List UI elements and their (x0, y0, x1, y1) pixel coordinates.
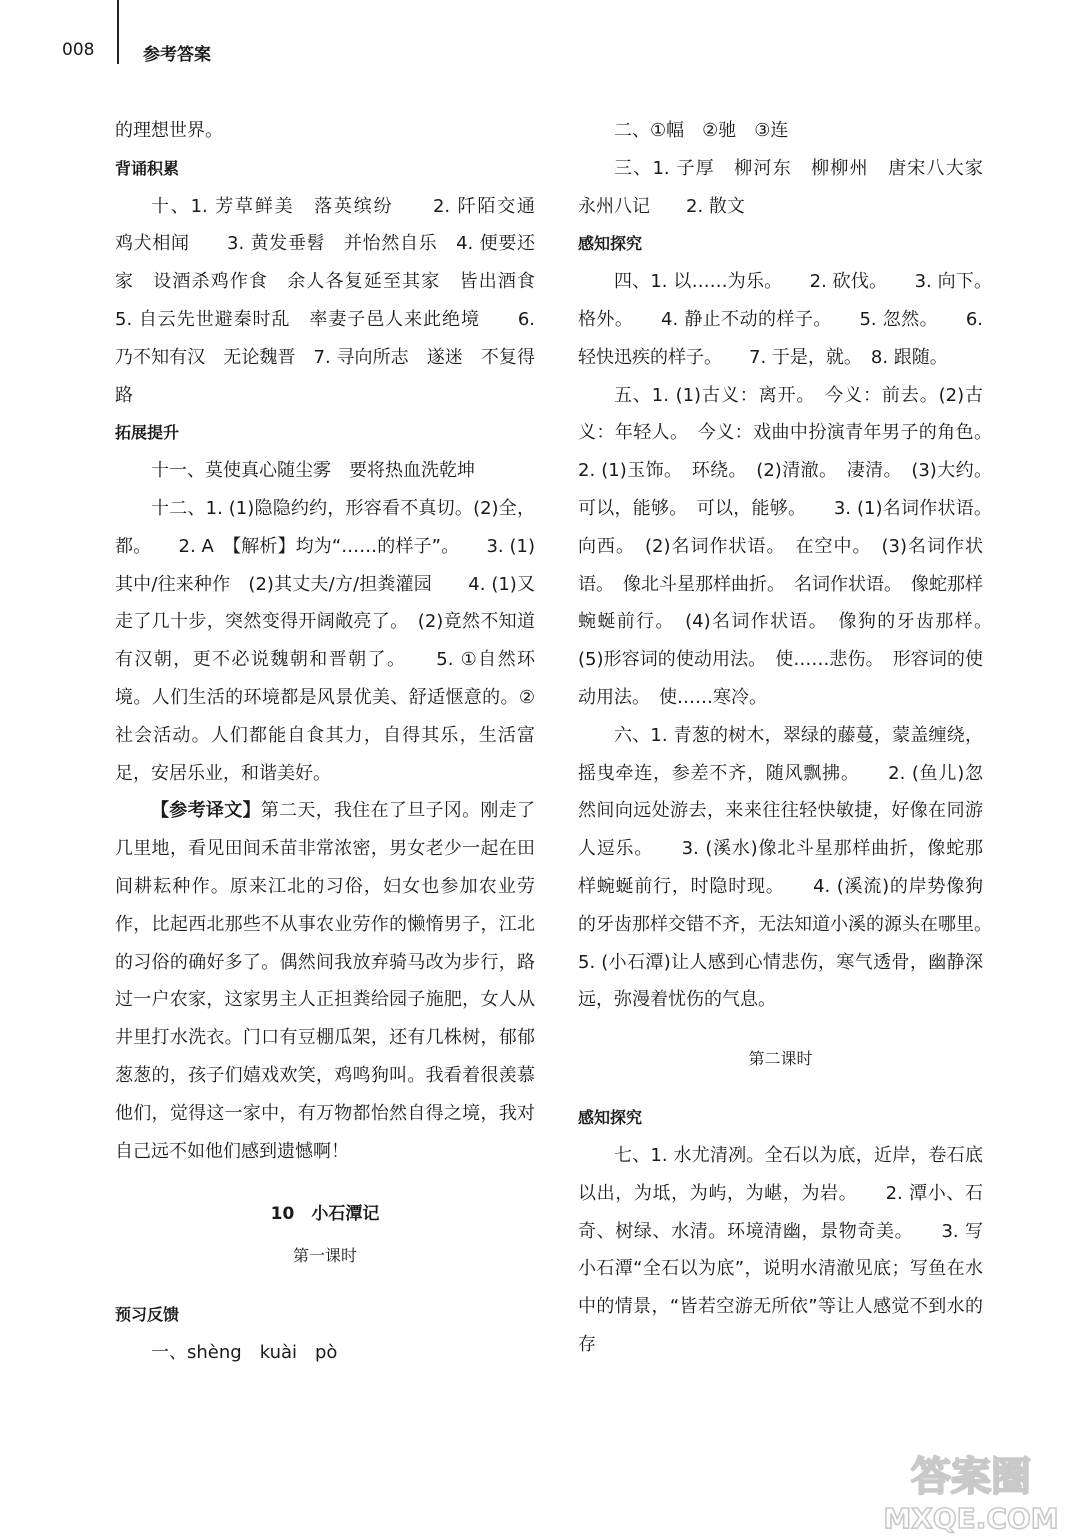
left-column (115, 112, 571, 1372)
translation-label: 【参考译文】 (151, 800, 261, 822)
section-heading-recite: 背诵积累 (115, 158, 180, 178)
answer-4: 四、1. 以……为乐。 2. 砍伐。 3. 向下。 格外。 4. 静止不动的样子。 5. 忽然。 6. 轻快迅疾的样子。 7. 于是，就。 8. 跟随。 (578, 271, 1001, 368)
right-column (578, 112, 1019, 1364)
session-1-title: 第一课时 (292, 1246, 357, 1266)
answer-7: 七、1. 水尤清冽。全石以为底，近岸，卷石底以出，为坻，为屿，为嵁，为岩。 2. 潭小、石奇、树绿、水清。环境清幽，景物奇美。 3. 写小石潭“全石以为底”，说明水清澈见底；写鱼在水中的情景，“皆若空游无所依”等让人感觉不到水的存 (578, 1144, 983, 1355)
section-heading-explore-1: 感知探究 (578, 234, 643, 254)
lesson-title: 10 小石潭记 (270, 1204, 380, 1225)
section-heading-explore-2: 感知探究 (578, 1108, 643, 1128)
section-heading-preview: 预习反馈 (115, 1305, 180, 1325)
reference-translation (115, 792, 535, 1170)
watermark-logo (876, 1444, 1066, 1536)
watermark-url: MXQE.COM (883, 1502, 1059, 1535)
continuation-text: 的理想世界。 (115, 120, 223, 141)
answer-12: 十二、1. (1)隐隐约约，形容看不真切。(2)全，都。 2. A 【解析】均为“……的样子”。 3. (1)其中/往来种作 (2)其丈夫/方/担粪灌园 4. (1)又走了几十步，突然变得开阔敞亮了。 (2)竟然不知道有汉朝，更不必说魏朝和晋朝了。 5. ①自然环境。人们生活的环境都是风景优美、舒适惬意的。②社会活动。人们都能自食其力，自得其乐，生活富足，安居乐业，和谐美好。 (115, 497, 535, 784)
answer-11: 十一、莫使真心随尘雾 要将热血洗乾坤 (151, 460, 475, 482)
answer-5: 五、1. (1)古义：离开。 今义：前去。(2)古义：年轻人。 今义：戏曲中扮演青年男子的角色。 2. (1)玉饰。 环绕。 (2)清澈。 凄清。 (3)大约。 可以，能够。 可以，能够。 3. (1)名词作状语。 向西。 (2)名词作状语。 在空中。 (3)名词作状语。 像北斗星那样曲折。 名词作状语。 像蛇那样蜿蜒前行。 (4)名词作状语。 像狗的牙齿那样。 (5)形容词的使动用法。 使……悲伤。 形容词的使动用法。 使……寒冷。 (578, 384, 1019, 708)
answer-1: 一、shèng kuài pò (151, 1342, 338, 1364)
watermark-chinese: 答案圈 (911, 1454, 1031, 1500)
answer-6: 六、1. 青葱的树木，翠绿的藤蔓，蒙盖缠绕，摇曳牵连，参差不齐，随风飘拂。 2. (鱼儿)忽然间向远处游去，来来往往轻快敏捷，好像在同游人逗乐。 3. (溪水)像北斗星那样曲折，像蛇那样蜿蜒前行，时隐时现。 4. (溪流)的岸势像狗的牙齿那样交错不齐，无法知道小溪的源头在哪里。 5. (小石潭)让人感到心情悲伤，寒气透骨，幽静深远，弥漫着忧伤的气息。 (578, 724, 1019, 1011)
session-2-title: 第二课时 (748, 1049, 813, 1069)
translation-text: 第二天，我住在了旦子冈。刚走了几里地，看见田间禾苗非常浓密，男女老少一起在田间耕耘种作。原来江北的习俗，妇女也参加农业劳作，比起西北那些不从事农业劳作的懒惰男子，江北的习俗的确好多了。偶然间我放弃骑马改为步行，路过一户农家，这家男主人正担粪给园子施肥，女人从井里打水洗衣。门口有豆棚瓜架，还有几株树，郁郁葱葱的，孩子们嬉戏欢笑，鸡鸣狗叫。我看着很羡慕他们，觉得这一家中，有万物都怡然自得之境，我对自己远不如他们感到遗憾啊！ (115, 800, 536, 1162)
page-number: 008 (62, 40, 95, 60)
answer-2: 二、①幅 ②驰 ③连 (614, 120, 789, 141)
header-title: 参考答案 (143, 45, 211, 65)
answer-3: 三、1. 子厚 柳河东 柳柳州 唐宋八大家 永州八记 2. 散文 (578, 157, 1001, 217)
answer-10: 十、1. 芳草鲜美 落英缤纷 2. 阡陌交通 鸡犬相闻 3. 黄发垂髫 并怡然自乐 4. 便要还家 设酒杀鸡作食 余人各复延至其家 皆出酒食 5. 自云先世避秦时乱 率妻子邑人来此绝境 6. 乃不知有汉 无论魏晋 7. 寻向所志 遂迷 不复得路 (115, 195, 571, 406)
section-heading-extend: 拓展提升 (115, 423, 180, 443)
header-divider (117, 0, 119, 64)
